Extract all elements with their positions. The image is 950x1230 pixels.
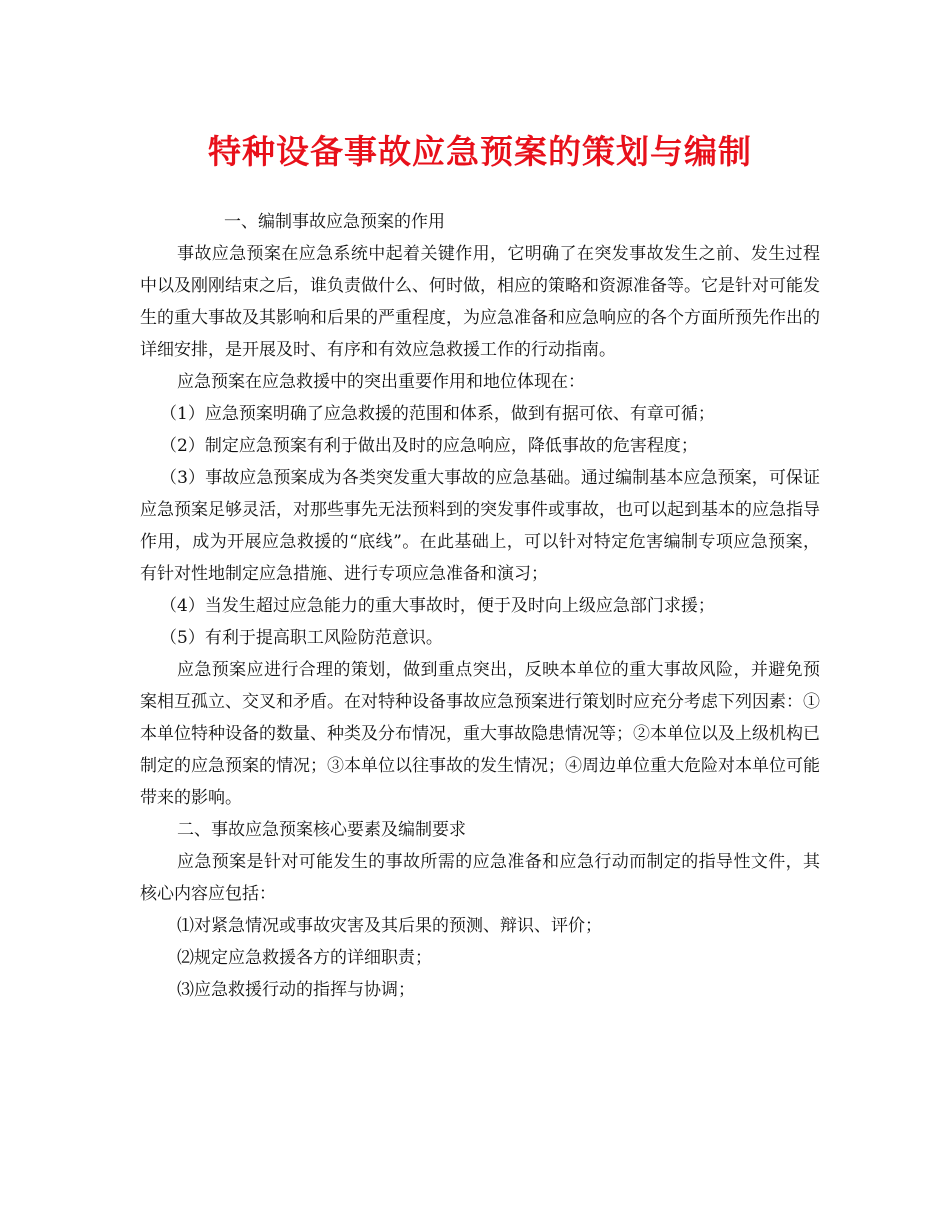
- document-body: [140, 206, 820, 1006]
- list-item: （4）当发生超过应急能力的重大事故时，便于及时向上级应急部门求援；: [160, 596, 715, 616]
- list-item: （3）事故应急预案成为各类突发重大事故的应急基础。通过编制基本应急预案，可保证应急预案足够灵活，对那些事先无法预料到的突发事件或事故，也可以起到基本的应急指导作用，成为开展应急救援的“底线”。在此基础上，可以针对特定危害编制专项应急预案，有针对性地制定应急措施、进行专项应急准备和演习；: [140, 468, 820, 584]
- list-item: （2）制定应急预案有利于做出及时的应急响应，降低事故的危害程度；: [160, 436, 698, 456]
- list-item: （1）应急预案明确了应急救援的范围和体系，做到有据可依、有章可循；: [160, 404, 715, 424]
- list-item: （5）有利于提高职工风险防范意识。: [160, 628, 443, 648]
- paragraph: 事故应急预案在应急系统中起着关键作用，它明确了在突发事故发生之前、发生过程中以及刚刚结束之后，谁负责做什么、何时做，相应的策略和资源准备等。它是针对可能发生的重大事故及其影响和后果的严重程度，为应急准备和应急响应的各个方面所预先作出的详细安排，是开展及时、有序和有效应急救援工作的行动指南。: [140, 244, 820, 360]
- list-item: ⑴对紧急情况或事故灾害及其后果的预测、辩识、评价；: [177, 916, 602, 936]
- section-heading-2: 二、事故应急预案核心要素及编制要求: [177, 820, 466, 840]
- list-item: ⑵规定应急救援各方的详细职责；: [177, 948, 432, 968]
- paragraph: 应急预案是针对可能发生的事故所需的应急准备和应急行动而制定的指导性文件，其核心内容应包括：: [140, 852, 820, 904]
- paragraph: 应急预案应进行合理的策划，做到重点突出，反映本单位的重大事故风险，并避免预案相互孤立、交叉和矛盾。在对特种设备事故应急预案进行策划时应充分考虑下列因素：①本单位特种设备的数量、种类及分布情况，重大事故隐患情况等；②本单位以及上级机构已制定的应急预案的情况；③本单位以往事故的发生情况；④周边单位重大危险对本单位可能带来的影响。: [140, 660, 820, 808]
- list-item: ⑶应急救援行动的指挥与协调；: [177, 980, 415, 1000]
- paragraph: 应急预案在应急救援中的突出重要作用和地位体现在：: [177, 372, 585, 392]
- document-title: 特种设备事故应急预案的策划与编制: [208, 132, 752, 171]
- section-heading-1: 一、编制事故应急预案的作用: [224, 212, 445, 232]
